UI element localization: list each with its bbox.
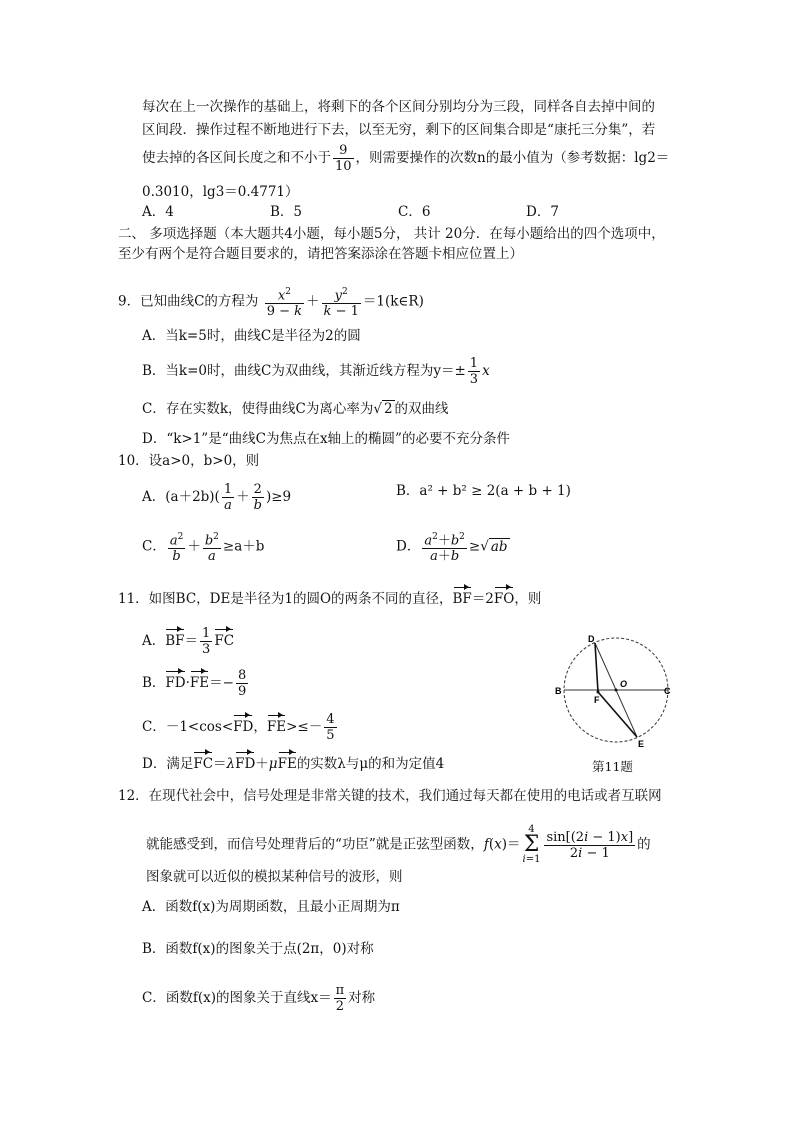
point-o <box>615 689 618 692</box>
fraction-x2-9k: $\frac{x^2}{9 - k}$ <box>266 287 303 320</box>
q8-line3: 使去掉的各区间长度之和不小于 $\frac{9}{10}$ ，则需要操作的次数n的最小值为（参考数据：lg2＝ <box>142 143 670 174</box>
q11-option-d: D．满足FC＝λFD＋μFE的实数λ与μ的和为定值4 <box>142 756 445 772</box>
label-c: C <box>664 686 671 696</box>
q12-line1: 12．在现代社会中，信号处理是非常关键的技术，我们通过每天都在使用的电话或者互联网 <box>118 788 662 804</box>
q8-option-c: C．6 <box>398 204 431 220</box>
q9-option-d: D．“k>1”是“曲线C为焦点在x轴上的椭圆”的必要不充分条件 <box>142 431 510 447</box>
q9-option-a: A．当k=5时，曲线C是半径为2的圆 <box>142 328 361 344</box>
q11-option-b: B．FD·FE＝− $\frac{8}{9}$ <box>142 668 247 699</box>
q11-option-c: C．－1<cos<FD，FE>≤－ $\frac{4}{5}$ <box>142 712 335 743</box>
point-f <box>597 691 600 694</box>
q11-option-a: A．BF＝ $\frac{1}{3}$ FC <box>142 626 235 657</box>
label-e: E <box>638 739 645 749</box>
label-d: D <box>588 634 595 644</box>
q8-line2: 区间段．操作过程不断地进行下去，以至无穷，剩下的区间集合即是“康托三分集”，若 <box>142 122 656 138</box>
segment-fe <box>598 692 637 737</box>
fraction-y2-k1: $\frac{y^2}{k - 1}$ <box>323 287 359 320</box>
q12-option-c: C．函数f(x)的图象关于直线x＝ $\frac{\pi}{2}$ 对称 <box>142 983 376 1014</box>
summation: 4 Σ i=1 <box>522 824 541 865</box>
q12-option-b: B．函数f(x)的图象关于点(2π，0)对称 <box>142 941 374 957</box>
section2-line2: 至少有两个是符合题目要求的，请把答案添涂在答题卡相应位置上） <box>118 246 523 262</box>
label-f: F <box>594 695 600 705</box>
q10-option-c: C． $\frac{a^2}{b}$ ＋ $\frac{b^2}{a}$ ≥a＋b <box>142 532 265 565</box>
q10-option-b: B．a² + b² ≥ 2(a + b + 1) <box>396 483 571 499</box>
q8-option-b: B．5 <box>270 204 303 220</box>
q8-option-d: D．7 <box>526 204 559 220</box>
q8-line4: 0.3010，lg3＝0.4771） <box>142 184 299 200</box>
q9-option-c: C．存在实数k，使得曲线C为离心率为√ 2 的双曲线 <box>142 401 449 417</box>
q8-line1: 每次在上一次操作的基础上，将剩下的各个区间分别均分为三段，同样各自去掉中间的 <box>142 99 655 115</box>
fraction-one-third: $\frac{1}{3}$ <box>469 356 479 387</box>
segment-fd <box>595 643 598 692</box>
fraction-nine-tenths: $\frac{9}{10}$ <box>335 143 352 174</box>
q11-stem: 11．如图BC，DE是半径为1的圆O的两条不同的直径，BF＝2FO，则 <box>118 591 542 607</box>
label-o: O <box>620 679 628 689</box>
q10-option-a: A．(a＋2b)( $\frac{1}{a}$ ＋ $\frac{2}{b}$ )≥9 <box>142 482 292 513</box>
section2-line1: 二、 多项选择题（本大题共4小题，每小题5分， 共计 20分．在每小题给出的四个选项中， <box>118 226 665 242</box>
q8-option-a: A．4 <box>142 204 174 220</box>
q9-stem: 9．已知曲线C的方程为 $\frac{x^2}{9 - k}$ ＋ $\frac{y^2}{k - 1}$ ＝1(k∈R) <box>118 287 424 320</box>
figure-caption: 第11题 <box>592 759 633 774</box>
q10-option-d: D． $\frac{a^2+b^2}{a+b}$ ≥√ ab <box>396 532 508 565</box>
q12-option-a: A．函数f(x)为周期函数，且最小正周期为π <box>142 899 400 915</box>
q10-stem: 10．设a>0，b>0，则 <box>118 453 260 469</box>
q9-option-b: B．当k=0时，曲线C为双曲线，其渐近线方程为y＝± $\frac{1}{3}$ x <box>142 356 490 387</box>
label-b: B <box>555 686 562 696</box>
q12-line3: 图象就可以近似的模拟某种信号的波形，则 <box>146 869 403 885</box>
q12-line2: 就能感受到，而信号处理背后的“功臣”就是正弦型函数，f(x)＝4 Σ i=1 $\frac{\sin[(2i - 1)x]}{2i - 1}$ 的 <box>146 824 651 865</box>
q11-circle-figure <box>554 630 674 750</box>
